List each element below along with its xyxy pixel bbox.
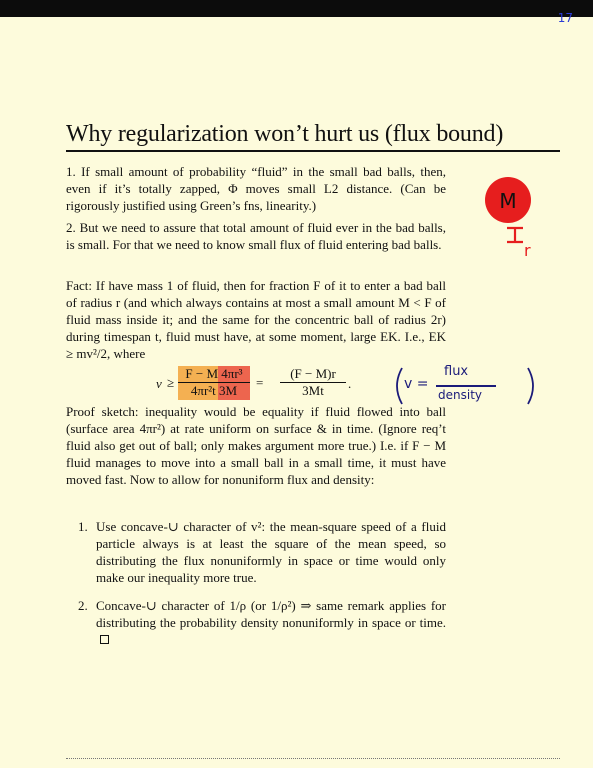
list-item-number: 2.	[78, 598, 88, 613]
paragraph-proof-sketch: Proof sketch: inequality would be equality if fluid flowed into ball (surface area 4πr²) at rate uniform on surface & in time. (Ignore req’t fluid also get out of ball; only makes argument more true.) I.e. if F − M fluid manages to move into a small ball in a small time, it must have moved fast. Now to allow for nonuniform flux and density:	[66, 404, 446, 487]
fraction-right-numerator: (F − M)r	[290, 366, 336, 381]
slide-title: Why regularization won’t hurt us (flux bound)	[66, 121, 504, 147]
flux-denominator: density	[438, 388, 482, 402]
ball-annotation	[478, 172, 548, 262]
fraction-left-denominator: 4πr²t 3M	[190, 383, 238, 398]
left-paren-icon	[392, 366, 404, 406]
formula-end: .	[348, 376, 352, 391]
formula-relation: ≥	[167, 375, 175, 390]
scan-top-edge	[0, 0, 593, 17]
paragraph-fact: Fact: If have mass 1 of fluid, then for fraction F of it to enter a bad ball of radius r (and which always contains at most a small amount M < F of fluid mass inside it; and the same for the concentric ball of radius 2r) during timespan t, fluid must have, at some moment, large EK. I.e., EK ≥ mv²/2, where	[66, 278, 446, 361]
list-item-text	[96, 597, 446, 648]
paragraph-total-fluid: 2. But we need to assure that total amount of fluid ever in the bad balls, is small. For that we need to know small flux of fluid entering bad balls.	[66, 220, 446, 252]
title-underline	[66, 150, 560, 152]
scan-bottom-edge	[66, 758, 560, 760]
radius-mark-icon	[507, 228, 523, 242]
list-item-text: Use concave-∪ character of v²: the mean-square speed of a fluid particle always is at least the square of the mean speed, so distributing the flux nonuniformly in space or time would only make our inequality more true.	[96, 519, 446, 585]
formula-equals: =	[256, 375, 264, 390]
formula-lhs: v	[156, 376, 162, 391]
list-item-text-body: Concave-∪ character of 1/ρ (or 1/ρ²) ⇒ same remark applies for distributing the probability density nonuniformly in space or time.	[96, 598, 446, 630]
flux-numerator: flux	[444, 364, 469, 379]
flux-lhs: v =	[404, 376, 429, 392]
right-paren-icon	[526, 366, 538, 406]
flux-density-annotation	[392, 366, 542, 412]
list-item	[78, 597, 446, 648]
paragraph-small-fluid: 1. If small amount of probability “fluid” in the small bad balls, then, even if it’s totally zapped, Φ moves small L2 distance. (Can be rigorously justified using Green’s fns, linearity.)	[66, 164, 446, 213]
qed-square-icon	[100, 635, 109, 644]
ball-mass-label: M	[499, 189, 517, 213]
formula-fraction-right	[280, 366, 346, 399]
list-item-number: 1.	[78, 519, 88, 534]
flux-fraction-bar	[436, 385, 496, 387]
list-item	[78, 518, 446, 586]
fraction-right-denominator: 3Mt	[302, 383, 324, 398]
fraction-left-numerator: F − M 4πr³	[185, 366, 243, 381]
formula-fraction-left	[178, 366, 250, 399]
page-number: 17	[557, 11, 573, 25]
radius-label: r	[524, 241, 531, 260]
